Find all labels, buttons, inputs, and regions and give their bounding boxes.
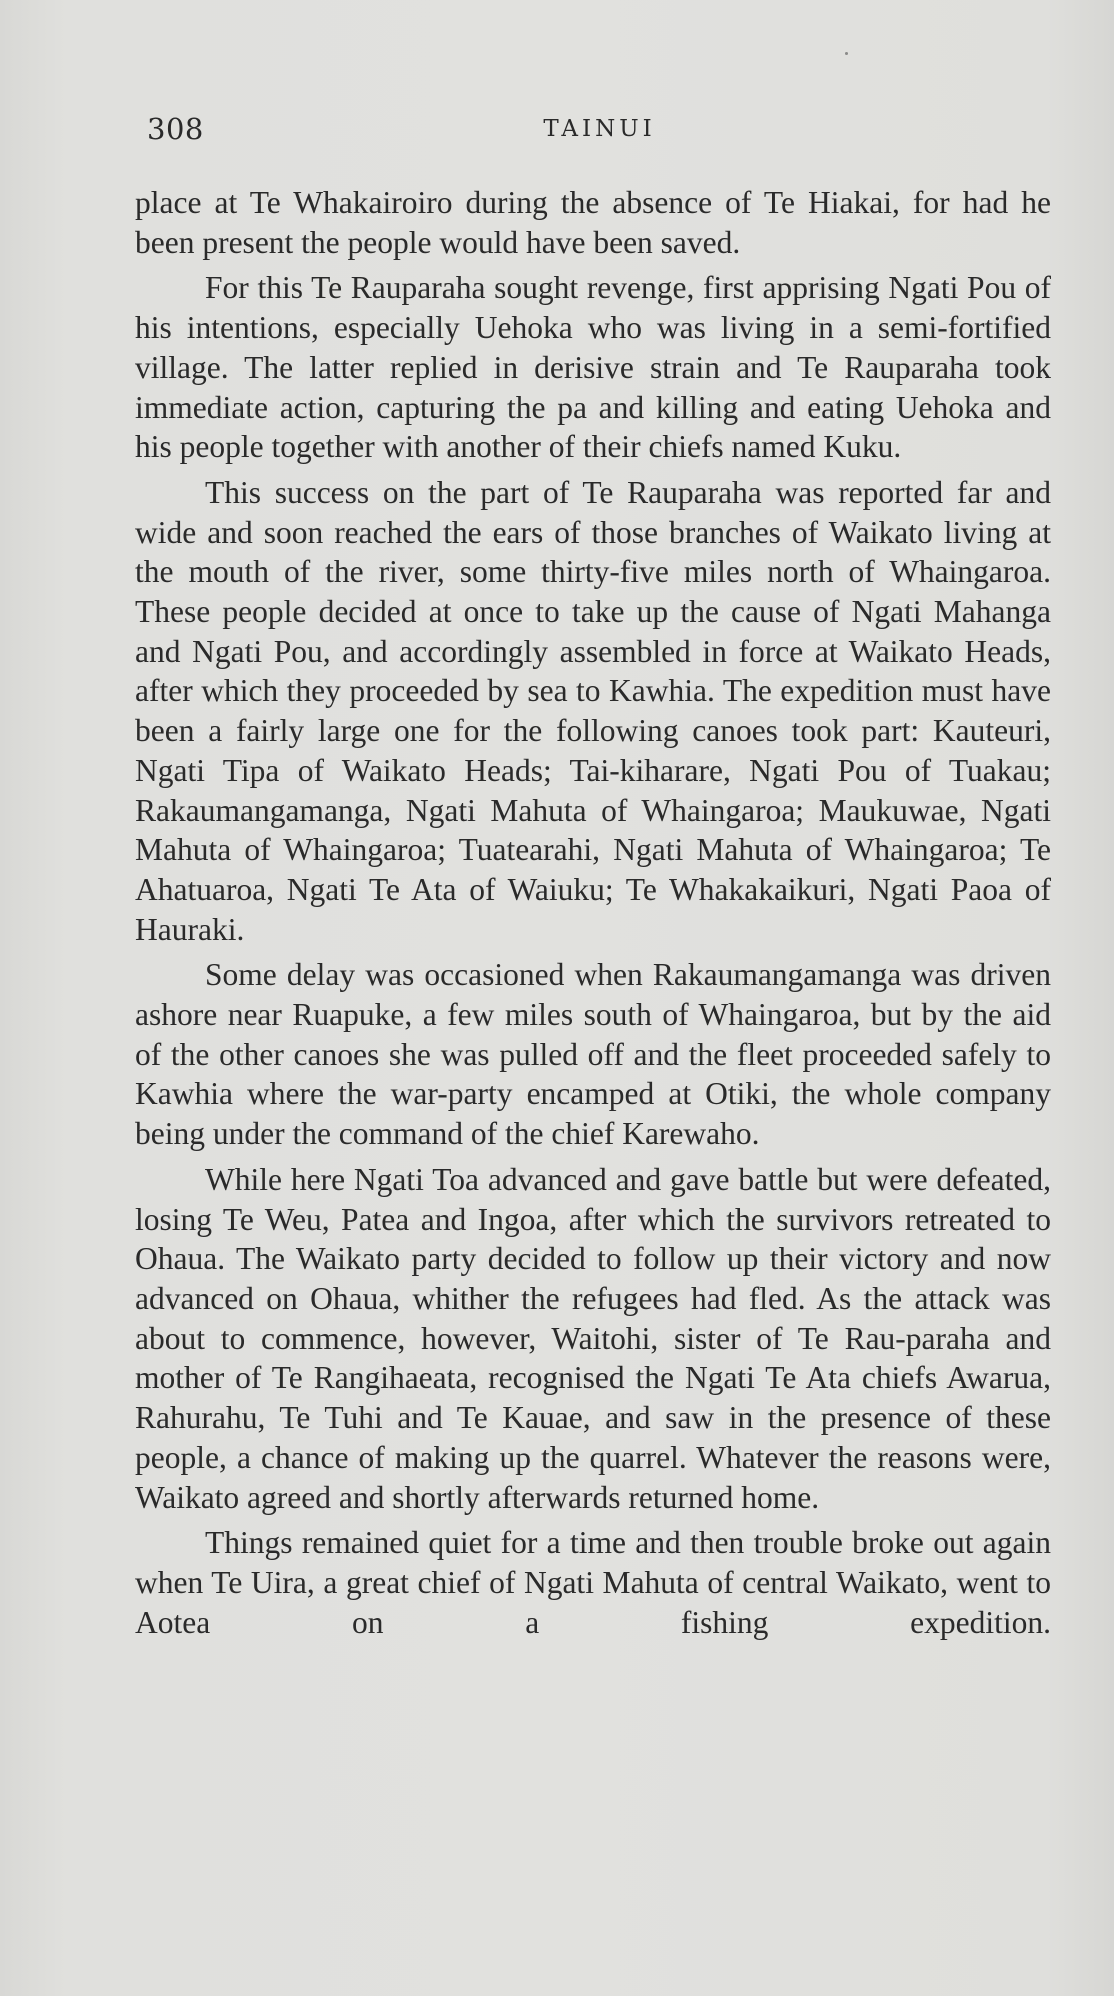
paragraph: This success on the part of Te Rauparaha was reported far and wide and soon reached the ears of those branches of Waikato living at the mouth of the river, some thirty-five miles north of Whaingaroa. These people decided at once to take up the cause of Ngati Mahanga and Ngati Pou, and accordingly assembled in force at Waikato Heads, after which they proceeded by sea to Kawhia. The expedition must have been a fairly large one for the following canoes took part: Kauteuri, Ngati Tipa of Waikato Heads; Tai-kiharare, Ngati Pou of Tuakau; Rakaumangamanga, Ngati Mahuta of Whaingaroa; Maukuwae, Ngati Mahuta of Whaingaroa; Tuatearahi, Ngati Mahuta of Whaingaroa; Te Ahatuaroa, Ngati Te Ata of Waiuku; Te Whakakaikuri, Ngati Paoa of Hauraki. (135, 474, 1051, 947)
paragraph-continued: place at Te Whakairoiro during the absence of Te Hiakai, for had he been present the people would have been saved. (135, 185, 1051, 260)
paragraph: Some delay was occasioned when Rakaumangamanga was driven ashore near Ruapuke, a few miles south of Whaingaroa, but by the aid of the other canoes she was pulled off and the fleet proceeded safely to Kawhia where the war-party encamped at Otiki, the whole company being under the command of the chief Karewaho. (135, 957, 1051, 1152)
running-head (147, 112, 1052, 152)
paragraph: For this Te Rauparaha sought revenge, first apprising Ngati Pou of his intentions, especially Uehoka who was living in a semi-fortified village. The latter replied in derisive strain and Te Rauparaha took immediate action, capturing the pa and killing and eating Uehoka and his people together with another of their chiefs named Kuku. (135, 270, 1051, 465)
paragraph: While here Ngati Toa advanced and gave battle but were defeated, losing Te Weu, Patea and Ingoa, after which the survivors retreated to Ohaua. The Waikato party decided to follow up their victory and now advanced on Ohaua, whither the refugees had fled. As the attack was about to commence, however, Waitohi, sister of Te Rau-paraha and mother of Te Rangihaeata, recognised the Ngati Te Ata chiefs Awarua, Rahurahu, Te Tuhi and Te Kauae, and saw in the presence of these people, a chance of making up the quarrel. Whatever the reasons were, Waikato agreed and shortly afterwards returned home. (135, 1161, 1051, 1515)
paper-speck (845, 52, 848, 55)
paragraph: Things remained quiet for a time and then trouble broke out again when Te Uira, a great chief of Ngati Mahuta of central Waikato, went to Aotea on a fishing expedition. (135, 1525, 1051, 1640)
running-title: TAINUI (543, 116, 656, 142)
page-number: 308 (147, 112, 204, 146)
body-text (135, 183, 1051, 1642)
